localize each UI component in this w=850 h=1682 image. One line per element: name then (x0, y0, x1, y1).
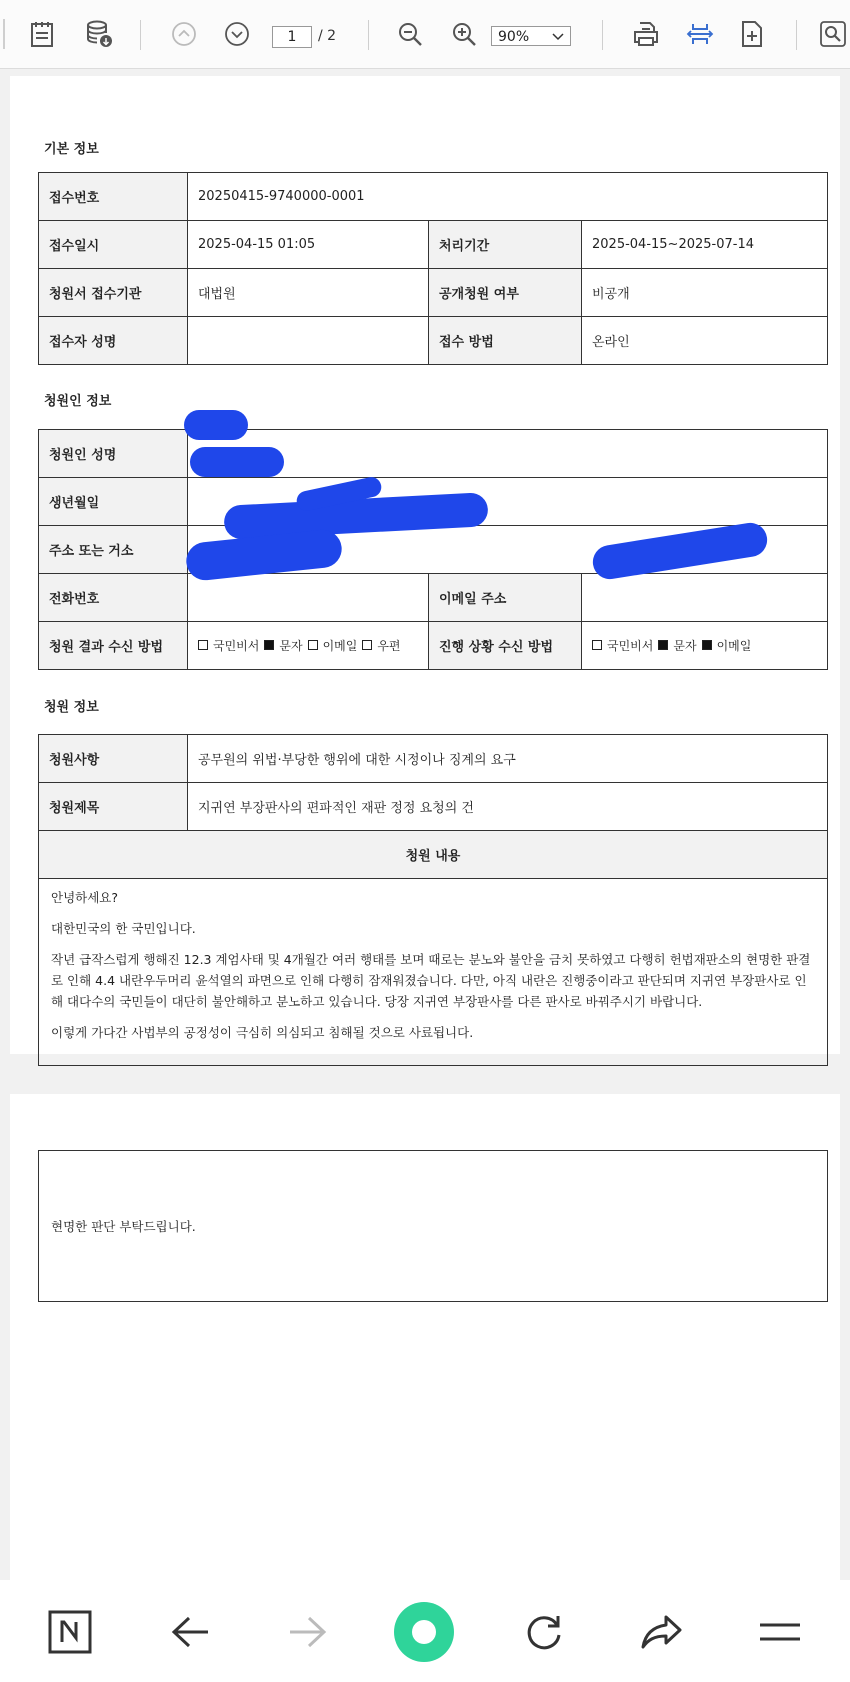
result-method-label: 청원 결과 수신 방법 (39, 622, 188, 670)
redaction-mark (190, 447, 284, 477)
receipt-date-value: 2025-04-15 01:05 (188, 221, 429, 269)
zoom-in-icon[interactable] (448, 18, 480, 50)
content-paragraph: 안녕하세요? (51, 890, 119, 905)
back-arrow-icon[interactable] (166, 1608, 214, 1656)
checkbox-result-0 (198, 640, 208, 650)
email-label: 이메일 주소 (429, 574, 582, 622)
menu-icon[interactable] (756, 1608, 804, 1656)
name-value (188, 430, 828, 478)
pdf-toolbar (0, 0, 850, 69)
option-label: 국민비서 (213, 638, 260, 653)
chevron-down-icon (552, 29, 564, 49)
progress-options (592, 637, 751, 654)
phone-value (188, 574, 429, 622)
prev-page-icon[interactable] (168, 18, 200, 50)
outline-icon[interactable] (26, 18, 58, 50)
section-title-petitioner: 청원인 정보 (44, 394, 112, 409)
toolbar-separator (796, 20, 797, 50)
checkbox-result-3 (362, 640, 372, 650)
progress-method-options (582, 622, 828, 670)
subject-value: 지귀연 부장판사의 편파적인 재판 정정 요청의 건 (188, 783, 828, 831)
toolbar-separator (140, 20, 141, 50)
option-label: 문자 (279, 638, 303, 653)
checkbox-progress-2 (702, 640, 712, 650)
toolbar-edge (0, 18, 8, 50)
option-label: 국민비서 (607, 638, 654, 653)
content-body (39, 879, 828, 1066)
toolbar-separator (602, 20, 603, 50)
content-continuation (39, 1151, 828, 1302)
option-label: 이메일 (322, 638, 358, 653)
period-value: 2025-04-15~2025-07-14 (582, 221, 828, 269)
option-label: 우편 (377, 638, 401, 653)
matter-value: 공무원의 위법·부당한 행위에 대한 시정이나 징계의 요구 (188, 735, 828, 783)
receiver-value (188, 317, 429, 365)
next-page-icon[interactable] (221, 18, 253, 50)
content-continuation-table (38, 1150, 828, 1302)
subject-label: 청원제목 (39, 783, 188, 831)
checkbox-result-1 (264, 640, 274, 650)
forward-arrow-icon[interactable] (284, 1608, 332, 1656)
document-page-2 (10, 1094, 840, 1580)
email-value (582, 574, 828, 622)
public-value: 비공개 (582, 269, 828, 317)
document-page-1 (10, 76, 840, 1054)
zoom-value: 90% (498, 29, 530, 45)
matter-label: 청원사항 (39, 735, 188, 783)
result-method-options (188, 622, 429, 670)
public-label: 공개청원 여부 (429, 269, 582, 317)
birth-label: 생년월일 (39, 478, 188, 526)
agency-label: 청원서 접수기관 (39, 269, 188, 317)
fit-page-icon[interactable] (684, 18, 716, 50)
result-options (198, 637, 401, 654)
method-value: 온라인 (582, 317, 828, 365)
receiver-label: 접수자 성명 (39, 317, 188, 365)
phone-label: 전화번호 (39, 574, 188, 622)
address-label: 주소 또는 거소 (39, 526, 188, 574)
content-paragraph: 이렇게 가다간 사법부의 공정성이 극심히 의심되고 침해될 것으로 사료됩니다. (51, 1025, 474, 1040)
zoom-out-icon[interactable] (394, 18, 426, 50)
section-title-basic: 기본 정보 (44, 142, 99, 157)
receipt-no-value: 20250415-9740000-0001 (188, 173, 828, 221)
progress-method-label: 진행 상황 수신 방법 (429, 622, 582, 670)
browser-bottom-bar (0, 1580, 850, 1682)
checkbox-result-2-mark (308, 640, 318, 650)
content-header: 청원 내용 (39, 831, 828, 879)
agency-value: 대법원 (188, 269, 429, 317)
content-paragraph: 작년 급작스럽게 행해진 12.3 계엄사태 및 4개월간 여러 행태를 보며 때로는 분노와 불안을 금치 못하였고 다행히 헌법재판소의 현명한 판결로 인해 4.4 내란우두머리 윤석열의 파면으로 인해 다행히 잠재워졌습니다. 다만, 아직 내란은 진행중이라고 판단되며 지귀연 부장판사로 인해 대다수의 국민들이 대단히 불안해하고 분노하고 있습니다. 당장 지귀연 부장판사를 다른 판사로 바꿔주시기 바랍니다. (51, 952, 811, 1009)
petition-info-table (38, 734, 828, 1066)
zoom-select[interactable] (491, 26, 571, 46)
share-icon[interactable] (638, 1608, 686, 1656)
refresh-icon[interactable] (520, 1608, 568, 1656)
toolbar-separator (368, 20, 369, 50)
checkbox-progress-1 (658, 640, 668, 650)
database-icon[interactable] (82, 18, 116, 50)
basic-info-table (38, 172, 828, 365)
naver-n-icon[interactable] (46, 1608, 94, 1656)
option-label: 문자 (673, 638, 697, 653)
section-title-petition: 청원 정보 (44, 700, 99, 715)
home-circle-icon[interactable] (394, 1602, 454, 1662)
method-label: 접수 방법 (429, 317, 582, 365)
content-paragraph: 대한민국의 한 국민입니다. (51, 921, 196, 936)
checkbox-progress-0 (592, 640, 602, 650)
name-label: 청원인 성명 (39, 430, 188, 478)
page-number-input[interactable]: 1 (272, 26, 312, 48)
content-paragraph: 현명한 판단 부탁드립니다. (51, 1218, 196, 1234)
receipt-no-label: 접수번호 (39, 173, 188, 221)
new-doc-icon[interactable] (736, 18, 768, 50)
search-icon[interactable] (818, 18, 848, 50)
option-label: 이메일 (716, 638, 752, 653)
print-icon[interactable] (630, 18, 662, 50)
redaction-mark (184, 410, 248, 440)
page-total: / 2 (318, 28, 337, 44)
period-label: 처리기간 (429, 221, 582, 269)
receipt-date-label: 접수일시 (39, 221, 188, 269)
